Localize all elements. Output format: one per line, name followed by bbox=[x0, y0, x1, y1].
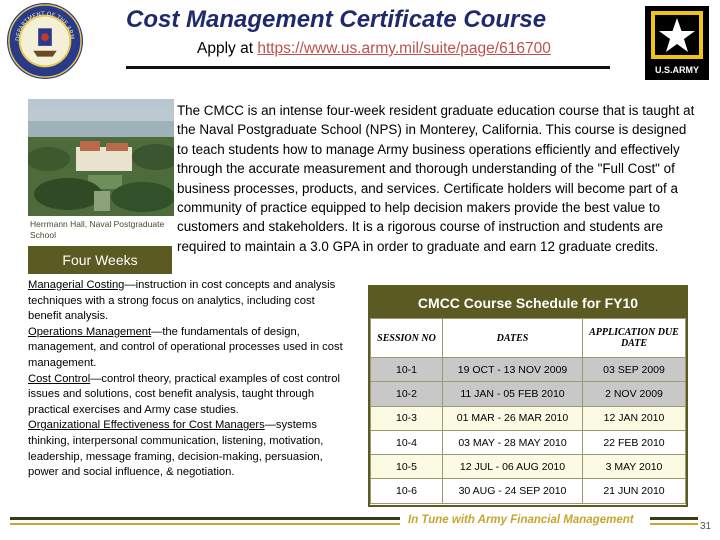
army-logo-text: U.S.ARMY bbox=[654, 65, 700, 75]
apply-line bbox=[197, 40, 551, 58]
svg-text:DEPARTMENT OF THE ARMY: DEPARTMENT OF THE ARM bbox=[15, 11, 75, 42]
course-modules bbox=[28, 278, 346, 481]
schedule-title: CMCC Course Schedule for FY10 bbox=[370, 287, 686, 318]
table-row bbox=[371, 358, 686, 382]
module-term: Cost Control bbox=[28, 372, 91, 385]
footer-rule-right bbox=[650, 517, 698, 520]
table-row bbox=[371, 479, 686, 503]
dates-cell: 11 JAN - 05 FEB 2010 bbox=[443, 382, 583, 406]
photo-caption: Herrmann Hall, Naval Postgraduate School bbox=[30, 219, 165, 240]
module-item bbox=[28, 278, 346, 325]
session-cell: 10-4 bbox=[371, 430, 443, 454]
schedule-table bbox=[368, 285, 688, 507]
due-date-cell: 22 FEB 2010 bbox=[583, 430, 686, 454]
footer-rule-gold bbox=[10, 523, 400, 525]
footer-rule bbox=[10, 517, 400, 520]
module-term: Organizational Effectiveness for Cost Managers bbox=[28, 419, 265, 432]
module-item bbox=[28, 325, 346, 372]
us-army-logo bbox=[645, 6, 709, 80]
module-text: —systems thinking, interpersonal communication, listening, motivation, leadership, message framing, decision-making, persuasion, power and social influence, & negotiation. bbox=[28, 419, 324, 479]
session-cell: 10-5 bbox=[371, 455, 443, 479]
module-item bbox=[28, 372, 346, 419]
apply-prefix: Apply at bbox=[197, 40, 254, 57]
module-term: Operations Management bbox=[28, 325, 152, 338]
session-cell: 10-3 bbox=[371, 406, 443, 430]
footer-rule-right-gold bbox=[650, 523, 698, 525]
page-title: Cost Management Certificate Course bbox=[126, 6, 547, 33]
duration-badge: Four Weeks bbox=[28, 246, 172, 274]
dates-cell: 19 OCT - 13 NOV 2009 bbox=[443, 358, 583, 382]
dates-cell: 12 JUL - 06 AUG 2010 bbox=[443, 455, 583, 479]
col-header-session: SESSION NO bbox=[371, 319, 443, 358]
table-row bbox=[371, 455, 686, 479]
module-text: —instruction in cost concepts and analysis techniques with a strong focus on analytics, including cost benefit analysis. bbox=[28, 279, 336, 323]
page-number: 31 bbox=[700, 521, 712, 532]
session-cell: 10-1 bbox=[371, 358, 443, 382]
title-underline bbox=[126, 66, 610, 69]
dates-cell: 01 MAR - 26 MAR 2010 bbox=[443, 406, 583, 430]
apply-link[interactable]: https://www.us.army.mil/suite/page/616700 bbox=[257, 40, 551, 57]
footer-tagline: In Tune with Army Financial Management bbox=[408, 514, 634, 526]
table-row bbox=[371, 382, 686, 406]
table-row bbox=[371, 406, 686, 430]
dates-cell: 30 AUG - 24 SEP 2010 bbox=[443, 479, 583, 503]
module-text: —control theory, practical examples of cost control issues and solutions, cost benefit analysis, taught through practical exercises and Army case studies. bbox=[28, 372, 340, 416]
due-date-cell: 3 MAY 2010 bbox=[583, 455, 686, 479]
herrmann-hall-photo bbox=[28, 99, 174, 216]
course-description: The CMCC is an intense four-week resident graduate education course that is taught at the Naval Postgraduate School (NPS) in Monterey, California. This course is designed to teach students how to manage Army business operations efficiently and effectively through the accurate measurement and thorough understanding of the "Full Cost" of business processes, products, and services. Certificate holders will become part of a community of practice equipped to help decision makers provide the best value to customers and stakeholders. It is a rigorous course of instruction and students are required to maintain a 3.0 GPA in order to graduate and earn 12 graduate credits. bbox=[177, 103, 695, 254]
due-date-cell: 2 NOV 2009 bbox=[583, 382, 686, 406]
dates-cell: 03 MAY - 28 MAY 2010 bbox=[443, 430, 583, 454]
session-cell: 10-2 bbox=[371, 382, 443, 406]
schedule-grid bbox=[370, 318, 686, 504]
table-row bbox=[371, 430, 686, 454]
module-term: Managerial Costing bbox=[28, 279, 125, 291]
module-text: —the fundamentals of design, management, and control of operational processes used in cost management. bbox=[28, 325, 343, 369]
session-cell: 10-6 bbox=[371, 479, 443, 503]
schedule-header-row bbox=[371, 319, 686, 358]
col-header-dates: DATES bbox=[443, 319, 583, 358]
due-date-cell: 21 JUN 2010 bbox=[583, 479, 686, 503]
army-seal-logo bbox=[6, 2, 84, 80]
module-item bbox=[28, 418, 346, 480]
col-header-due-date: APPLICATION DUE DATE bbox=[583, 319, 686, 358]
due-date-cell: 12 JAN 2010 bbox=[583, 406, 686, 430]
due-date-cell: 03 SEP 2009 bbox=[583, 358, 686, 382]
